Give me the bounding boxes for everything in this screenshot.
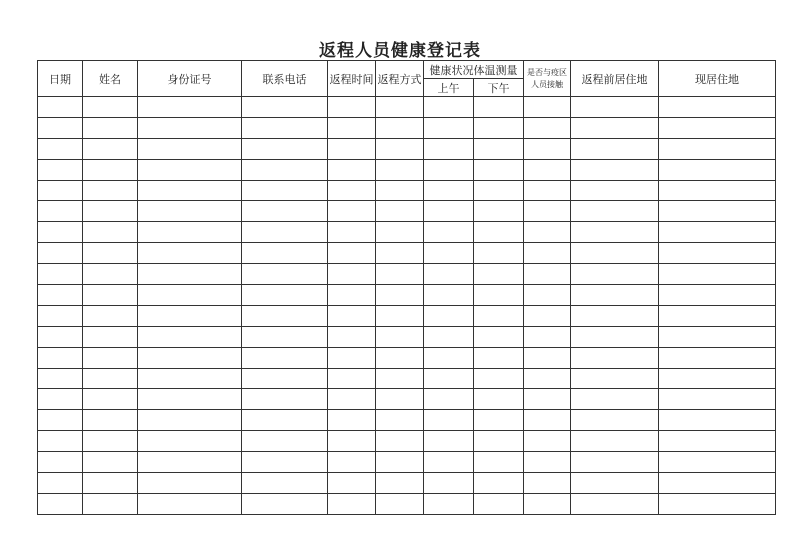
table-body [38, 97, 776, 515]
cell-current-residence[interactable] [659, 368, 776, 389]
cell-afternoon-temp[interactable] [474, 389, 524, 410]
cell-afternoon-temp[interactable] [474, 264, 524, 285]
cell-afternoon-temp[interactable] [474, 493, 524, 514]
table-row [38, 473, 776, 494]
cell-morning-temp[interactable] [424, 347, 474, 368]
form-title: 返程人员健康登记表 [319, 41, 481, 61]
table-row [38, 452, 776, 473]
cell-name[interactable] [83, 138, 138, 159]
header-morning: 上午 [424, 79, 474, 97]
cell-epidemic-contact[interactable] [524, 159, 571, 180]
cell-afternoon-temp[interactable] [474, 201, 524, 222]
cell-current-residence[interactable] [659, 201, 776, 222]
cell-return-time[interactable] [328, 493, 376, 514]
cell-date[interactable] [38, 347, 83, 368]
table-row [38, 389, 776, 410]
cell-prior-residence[interactable] [571, 138, 659, 159]
cell-prior-residence[interactable] [571, 222, 659, 243]
table-row [38, 264, 776, 285]
cell-current-residence[interactable] [659, 243, 776, 264]
cell-epidemic-contact[interactable] [524, 264, 571, 285]
cell-phone[interactable] [242, 389, 328, 410]
cell-name[interactable] [83, 368, 138, 389]
cell-epidemic-contact[interactable] [524, 201, 571, 222]
cell-return-time[interactable] [328, 368, 376, 389]
table-row [38, 97, 776, 118]
cell-morning-temp[interactable] [424, 97, 474, 118]
cell-id-number[interactable] [138, 389, 242, 410]
cell-prior-residence[interactable] [571, 285, 659, 306]
cell-morning-temp[interactable] [424, 326, 474, 347]
cell-phone[interactable] [242, 138, 328, 159]
header-name: 姓名 [83, 61, 138, 97]
cell-return-time[interactable] [328, 264, 376, 285]
cell-epidemic-contact[interactable] [524, 117, 571, 138]
registration-table [37, 60, 776, 515]
cell-epidemic-contact[interactable] [524, 347, 571, 368]
cell-phone[interactable] [242, 159, 328, 180]
cell-epidemic-contact[interactable] [524, 452, 571, 473]
cell-date[interactable] [38, 180, 83, 201]
cell-morning-temp[interactable] [424, 264, 474, 285]
cell-return-method[interactable] [376, 243, 424, 264]
cell-epidemic-contact[interactable] [524, 326, 571, 347]
cell-name[interactable] [83, 326, 138, 347]
cell-date[interactable] [38, 305, 83, 326]
table-row [38, 285, 776, 306]
cell-prior-residence[interactable] [571, 201, 659, 222]
cell-date[interactable] [38, 117, 83, 138]
cell-return-method[interactable] [376, 180, 424, 201]
cell-id-number[interactable] [138, 201, 242, 222]
cell-epidemic-contact[interactable] [524, 473, 571, 494]
cell-prior-residence[interactable] [571, 452, 659, 473]
cell-date[interactable] [38, 285, 83, 306]
cell-date[interactable] [38, 264, 83, 285]
cell-morning-temp[interactable] [424, 180, 474, 201]
cell-afternoon-temp[interactable] [474, 431, 524, 452]
cell-return-method[interactable] [376, 493, 424, 514]
table-row [38, 222, 776, 243]
cell-current-residence[interactable] [659, 493, 776, 514]
cell-return-time[interactable] [328, 243, 376, 264]
cell-id-number[interactable] [138, 243, 242, 264]
cell-prior-residence[interactable] [571, 117, 659, 138]
cell-phone[interactable] [242, 117, 328, 138]
cell-prior-residence[interactable] [571, 410, 659, 431]
cell-epidemic-contact[interactable] [524, 431, 571, 452]
cell-morning-temp[interactable] [424, 410, 474, 431]
cell-id-number[interactable] [138, 97, 242, 118]
cell-id-number[interactable] [138, 368, 242, 389]
cell-current-residence[interactable] [659, 180, 776, 201]
cell-id-number[interactable] [138, 285, 242, 306]
cell-return-method[interactable] [376, 368, 424, 389]
cell-id-number[interactable] [138, 138, 242, 159]
cell-phone[interactable] [242, 222, 328, 243]
table-row [38, 138, 776, 159]
cell-current-residence[interactable] [659, 305, 776, 326]
cell-return-method[interactable] [376, 452, 424, 473]
cell-current-residence[interactable] [659, 389, 776, 410]
table-row [38, 243, 776, 264]
cell-phone[interactable] [242, 201, 328, 222]
table-row [38, 368, 776, 389]
header-temperature-group: 健康状况体温测量 [424, 61, 524, 79]
cell-date[interactable] [38, 243, 83, 264]
cell-current-residence[interactable] [659, 473, 776, 494]
cell-id-number[interactable] [138, 452, 242, 473]
table-row [38, 493, 776, 514]
cell-name[interactable] [83, 159, 138, 180]
cell-name[interactable] [83, 222, 138, 243]
cell-morning-temp[interactable] [424, 452, 474, 473]
cell-prior-residence[interactable] [571, 305, 659, 326]
table-row [38, 159, 776, 180]
cell-morning-temp[interactable] [424, 201, 474, 222]
cell-name[interactable] [83, 264, 138, 285]
cell-prior-residence[interactable] [571, 368, 659, 389]
cell-current-residence[interactable] [659, 159, 776, 180]
cell-return-time[interactable] [328, 431, 376, 452]
cell-id-number[interactable] [138, 493, 242, 514]
cell-prior-residence[interactable] [571, 347, 659, 368]
cell-phone[interactable] [242, 180, 328, 201]
cell-return-time[interactable] [328, 201, 376, 222]
header-prior-residence: 返程前居住地 [571, 61, 659, 97]
cell-name[interactable] [83, 452, 138, 473]
cell-id-number[interactable] [138, 305, 242, 326]
table-row [38, 326, 776, 347]
cell-name[interactable] [83, 431, 138, 452]
cell-current-residence[interactable] [659, 264, 776, 285]
cell-return-time[interactable] [328, 180, 376, 201]
cell-return-method[interactable] [376, 285, 424, 306]
cell-phone[interactable] [242, 97, 328, 118]
cell-phone[interactable] [242, 305, 328, 326]
cell-prior-residence[interactable] [571, 97, 659, 118]
cell-name[interactable] [83, 493, 138, 514]
cell-afternoon-temp[interactable] [474, 473, 524, 494]
cell-id-number[interactable] [138, 264, 242, 285]
cell-afternoon-temp[interactable] [474, 347, 524, 368]
cell-date[interactable] [38, 452, 83, 473]
header-return-time: 返程时间 [328, 61, 376, 97]
cell-return-method[interactable] [376, 97, 424, 118]
cell-epidemic-contact[interactable] [524, 243, 571, 264]
cell-afternoon-temp[interactable] [474, 326, 524, 347]
cell-phone[interactable] [242, 431, 328, 452]
cell-date[interactable] [38, 473, 83, 494]
cell-return-method[interactable] [376, 326, 424, 347]
cell-morning-temp[interactable] [424, 285, 474, 306]
header-current-residence: 现居住地 [659, 61, 776, 97]
cell-morning-temp[interactable] [424, 493, 474, 514]
cell-return-method[interactable] [376, 117, 424, 138]
cell-phone[interactable] [242, 347, 328, 368]
cell-morning-temp[interactable] [424, 473, 474, 494]
table-row [38, 410, 776, 431]
cell-date[interactable] [38, 97, 83, 118]
cell-current-residence[interactable] [659, 97, 776, 118]
cell-current-residence[interactable] [659, 285, 776, 306]
cell-epidemic-contact[interactable] [524, 222, 571, 243]
cell-return-method[interactable] [376, 201, 424, 222]
cell-id-number[interactable] [138, 117, 242, 138]
cell-phone[interactable] [242, 243, 328, 264]
cell-afternoon-temp[interactable] [474, 97, 524, 118]
cell-return-method[interactable] [376, 264, 424, 285]
cell-afternoon-temp[interactable] [474, 452, 524, 473]
cell-current-residence[interactable] [659, 452, 776, 473]
cell-morning-temp[interactable] [424, 117, 474, 138]
cell-date[interactable] [38, 222, 83, 243]
cell-phone[interactable] [242, 264, 328, 285]
table-row [38, 347, 776, 368]
cell-epidemic-contact[interactable] [524, 305, 571, 326]
cell-name[interactable] [83, 201, 138, 222]
cell-afternoon-temp[interactable] [474, 180, 524, 201]
cell-date[interactable] [38, 201, 83, 222]
cell-current-residence[interactable] [659, 347, 776, 368]
cell-current-residence[interactable] [659, 410, 776, 431]
cell-name[interactable] [83, 473, 138, 494]
cell-return-method[interactable] [376, 138, 424, 159]
cell-return-time[interactable] [328, 117, 376, 138]
cell-morning-temp[interactable] [424, 243, 474, 264]
table-row [38, 117, 776, 138]
cell-current-residence[interactable] [659, 138, 776, 159]
cell-phone[interactable] [242, 368, 328, 389]
cell-return-time[interactable] [328, 473, 376, 494]
cell-epidemic-contact[interactable] [524, 180, 571, 201]
cell-afternoon-temp[interactable] [474, 243, 524, 264]
cell-morning-temp[interactable] [424, 305, 474, 326]
cell-morning-temp[interactable] [424, 138, 474, 159]
cell-return-method[interactable] [376, 473, 424, 494]
cell-return-time[interactable] [328, 410, 376, 431]
cell-date[interactable] [38, 493, 83, 514]
cell-date[interactable] [38, 326, 83, 347]
cell-return-time[interactable] [328, 305, 376, 326]
cell-id-number[interactable] [138, 326, 242, 347]
cell-prior-residence[interactable] [571, 431, 659, 452]
cell-phone[interactable] [242, 473, 328, 494]
table-row [38, 305, 776, 326]
cell-date[interactable] [38, 389, 83, 410]
header-id-number: 身份证号 [138, 61, 242, 97]
header-date: 日期 [38, 61, 83, 97]
cell-prior-residence[interactable] [571, 264, 659, 285]
cell-prior-residence[interactable] [571, 159, 659, 180]
header-return-method: 返程方式 [376, 61, 424, 97]
cell-return-time[interactable] [328, 222, 376, 243]
cell-epidemic-contact[interactable] [524, 410, 571, 431]
cell-morning-temp[interactable] [424, 389, 474, 410]
cell-return-time[interactable] [328, 285, 376, 306]
cell-date[interactable] [38, 159, 83, 180]
cell-id-number[interactable] [138, 473, 242, 494]
cell-name[interactable] [83, 117, 138, 138]
cell-id-number[interactable] [138, 159, 242, 180]
cell-prior-residence[interactable] [571, 389, 659, 410]
cell-afternoon-temp[interactable] [474, 305, 524, 326]
cell-morning-temp[interactable] [424, 368, 474, 389]
cell-id-number[interactable] [138, 410, 242, 431]
cell-afternoon-temp[interactable] [474, 285, 524, 306]
cell-afternoon-temp[interactable] [474, 222, 524, 243]
cell-return-method[interactable] [376, 347, 424, 368]
cell-afternoon-temp[interactable] [474, 117, 524, 138]
cell-epidemic-contact[interactable] [524, 97, 571, 118]
cell-current-residence[interactable] [659, 326, 776, 347]
cell-morning-temp[interactable] [424, 222, 474, 243]
cell-phone[interactable] [242, 285, 328, 306]
cell-epidemic-contact[interactable] [524, 138, 571, 159]
header-phone: 联系电话 [242, 61, 328, 97]
cell-name[interactable] [83, 97, 138, 118]
cell-return-method[interactable] [376, 389, 424, 410]
cell-return-method[interactable] [376, 431, 424, 452]
cell-return-method[interactable] [376, 305, 424, 326]
cell-current-residence[interactable] [659, 222, 776, 243]
cell-phone[interactable] [242, 452, 328, 473]
cell-prior-residence[interactable] [571, 180, 659, 201]
cell-date[interactable] [38, 138, 83, 159]
cell-id-number[interactable] [138, 180, 242, 201]
cell-afternoon-temp[interactable] [474, 410, 524, 431]
header-afternoon: 下午 [474, 79, 524, 97]
cell-name[interactable] [83, 389, 138, 410]
cell-name[interactable] [83, 347, 138, 368]
cell-name[interactable] [83, 243, 138, 264]
cell-date[interactable] [38, 431, 83, 452]
header-epidemic-contact-line2: 人员接触 [531, 79, 563, 89]
cell-phone[interactable] [242, 410, 328, 431]
table-row [38, 180, 776, 201]
cell-return-method[interactable] [376, 410, 424, 431]
cell-epidemic-contact[interactable] [524, 493, 571, 514]
cell-current-residence[interactable] [659, 431, 776, 452]
cell-prior-residence[interactable] [571, 493, 659, 514]
cell-epidemic-contact[interactable] [524, 389, 571, 410]
cell-prior-residence[interactable] [571, 326, 659, 347]
cell-afternoon-temp[interactable] [474, 159, 524, 180]
cell-return-time[interactable] [328, 159, 376, 180]
cell-prior-residence[interactable] [571, 243, 659, 264]
cell-return-time[interactable] [328, 326, 376, 347]
cell-name[interactable] [83, 285, 138, 306]
cell-morning-temp[interactable] [424, 159, 474, 180]
cell-name[interactable] [83, 410, 138, 431]
header-epidemic-contact-line1: 是否与疫区 [527, 67, 567, 77]
table-row [38, 431, 776, 452]
header-epidemic-contact [524, 61, 571, 97]
cell-name[interactable] [83, 180, 138, 201]
cell-epidemic-contact[interactable] [524, 368, 571, 389]
cell-return-method[interactable] [376, 222, 424, 243]
cell-current-residence[interactable] [659, 117, 776, 138]
cell-afternoon-temp[interactable] [474, 138, 524, 159]
cell-id-number[interactable] [138, 431, 242, 452]
table-row [38, 201, 776, 222]
cell-id-number[interactable] [138, 347, 242, 368]
cell-return-method[interactable] [376, 159, 424, 180]
cell-phone[interactable] [242, 493, 328, 514]
cell-return-time[interactable] [328, 97, 376, 118]
cell-return-time[interactable] [328, 347, 376, 368]
cell-afternoon-temp[interactable] [474, 368, 524, 389]
cell-morning-temp[interactable] [424, 431, 474, 452]
cell-name[interactable] [83, 305, 138, 326]
cell-date[interactable] [38, 368, 83, 389]
cell-return-time[interactable] [328, 452, 376, 473]
cell-return-time[interactable] [328, 138, 376, 159]
cell-return-time[interactable] [328, 389, 376, 410]
cell-phone[interactable] [242, 326, 328, 347]
cell-date[interactable] [38, 410, 83, 431]
cell-prior-residence[interactable] [571, 473, 659, 494]
cell-epidemic-contact[interactable] [524, 285, 571, 306]
cell-id-number[interactable] [138, 222, 242, 243]
